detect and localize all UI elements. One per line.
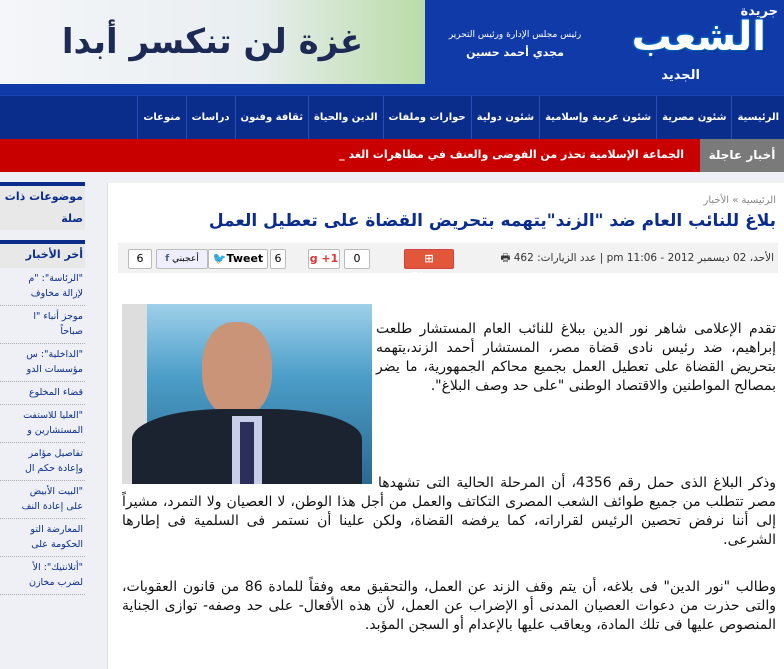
banner-ad[interactable] (0, 0, 425, 84)
main-nav (0, 95, 784, 139)
item-line: "العليا للاستفت (23, 410, 83, 421)
list-item[interactable] (0, 405, 85, 443)
banner-text: غزة لن تنكسر أبدا (61, 22, 364, 62)
nav-item[interactable]: شئون عربية وإسلامية (539, 96, 656, 139)
nav-item[interactable]: حوارات وملفات (383, 96, 471, 139)
nav-item[interactable]: ثقافة وفنون (235, 96, 308, 139)
list-item[interactable] (0, 268, 85, 306)
article-meta-bar (118, 243, 778, 283)
list-item[interactable] (0, 344, 85, 382)
list-item[interactable] (0, 306, 85, 344)
item-line: على إعادة النف (21, 501, 83, 512)
meta-text: الأحد، 02 ديسمبر 2012 - 11:06 pm | عدد الزيارات: 462 (513, 252, 774, 264)
item-line: الحكومة على (31, 539, 83, 550)
article-paragraph: تقدم الإعلامى شاهر نور الدين ببلاغ للنائب العام المستشار طلعت إبراهيم، ضد رئيس نادى قضاة مصر، المستشار أحمد الزند،يتهمه بتحريض القضاة على تعطيل العمل بجميع محاكم الجمهورية، ما يضر بمصالح المواطنين والاقتصاد الوطنى "على حد وصف البلاغ". (376, 321, 776, 394)
share-button[interactable] (404, 249, 454, 283)
item-line: المعارضة التو (30, 524, 83, 535)
breaking-news-bar (0, 139, 784, 172)
gplus-count: 0 (344, 249, 370, 269)
tweet-button[interactable] (208, 249, 268, 269)
nav-item[interactable]: منوعات (137, 96, 185, 139)
breadcrumb[interactable]: الرئيسية » الأخبار (703, 195, 776, 206)
item-line: قضاء المخلوع (28, 387, 83, 398)
logo-sub: الجديد (661, 68, 700, 83)
related-topics-heading: موضوعات ذات صلة (0, 182, 85, 230)
item-line: لضرب مخازن (28, 577, 83, 588)
photo-face (202, 322, 272, 417)
editor-info (440, 30, 590, 59)
share-label: Share (410, 270, 448, 283)
nav-item[interactable]: الرئيسية (731, 96, 784, 139)
nav-item[interactable]: الدين والحياة (308, 96, 383, 139)
like-button[interactable] (156, 249, 208, 269)
latest-news-heading: أخر الأخبار (0, 240, 85, 268)
gplus-icon: g (309, 252, 318, 265)
editor-name: مجدي أحمد حسين (466, 46, 564, 59)
nav-item[interactable]: شئون دولية (471, 96, 539, 139)
list-item[interactable] (0, 481, 85, 519)
item-line: صباحاً (60, 326, 83, 337)
list-item[interactable] (0, 382, 85, 405)
site-logo[interactable] (605, 4, 780, 90)
list-item[interactable] (0, 519, 85, 557)
sidebar (0, 182, 85, 595)
site-header (0, 0, 784, 95)
item-line: تفاصيل مؤامر (28, 448, 83, 459)
item-line: "البيت الأبيض (29, 486, 83, 497)
item-line: "الرئاسة": "م (28, 273, 83, 284)
gplus-label: +1 (321, 252, 339, 265)
breaking-label: أخبار عاجلة (700, 139, 784, 172)
item-line: المستشارين و (27, 425, 83, 436)
item-line: "أتلانتيك": الأ (32, 562, 83, 573)
article-paragraph: وطالب "نور الدين" فى بلاغه، أن يتم وقف الزند عن العمل، والتحقيق معه وفقاً للمادة 86 من قانون العقوبات، والتى حذرت من دعوات العصيان المدنى أو الإضراب عن العمل، لأن هذه الأفعال- على حد وصفه- توازى الجناية المنصوص عليها فى تلك المادة، ويعاقب عليها بالإعدام أو السجن المؤبد. (122, 579, 776, 633)
article-photo (122, 304, 372, 484)
article-paragraph (122, 474, 776, 550)
list-item[interactable] (0, 557, 85, 595)
like-label: أعجبني (172, 254, 199, 264)
paragraph-text: وذكر البلاغ الذى حمل رقم 4356، أن المرحلة الحالية التى تشهدها مصر تتطلب من جميع طوائف الشعب المصرى التكاتف والعمل من أجل هذا الوطن، لا العصيان ولا التمرد، مشيراً إلى أننا نرفض تحصين الرئيس لقراراته، كما يرفضه القضاة، ولكن علينا أن نستمر فى السلمية فى إطارها الشرعى. (122, 475, 776, 548)
gplus-button[interactable] (308, 249, 340, 269)
item-line: لإزالة مخاوف (30, 288, 83, 299)
logo-main: الشعب (631, 14, 766, 60)
tweet-label: Tweet (226, 252, 264, 265)
item-line: مؤسسات الدو (26, 364, 83, 375)
logo-top: جريدة (740, 4, 778, 19)
article-meta (500, 250, 774, 268)
list-item[interactable] (0, 443, 85, 481)
facebook-icon: f (165, 254, 170, 264)
item-line: وإعادة حكم ال (24, 463, 83, 474)
twitter-icon: 🐦 (212, 252, 227, 265)
article-title: بلاغ للنائب العام ضد "الزند"يتهمه بتحريض القضاة على تعطيل العمل (208, 211, 776, 231)
nav-item[interactable]: شئون مصرية (656, 96, 731, 139)
tweet-count: 6 (270, 249, 286, 269)
nav-item[interactable]: دراسات (186, 96, 235, 139)
editor-role: رئيس مجلس الإدارة ورئيس التحرير (448, 30, 582, 40)
like-count: 6 (128, 249, 152, 269)
plus-icon: ⊞ (424, 252, 434, 265)
item-line: موجز أنباء "ا (33, 311, 83, 322)
print-icon[interactable]: 🖶 (500, 252, 511, 264)
item-line: "الداخلية": س (26, 349, 83, 360)
breaking-news-link[interactable]: الجماعة الإسلامية تحذر من الفوضى والعنف في مظاهرات الغد _ (339, 148, 684, 161)
